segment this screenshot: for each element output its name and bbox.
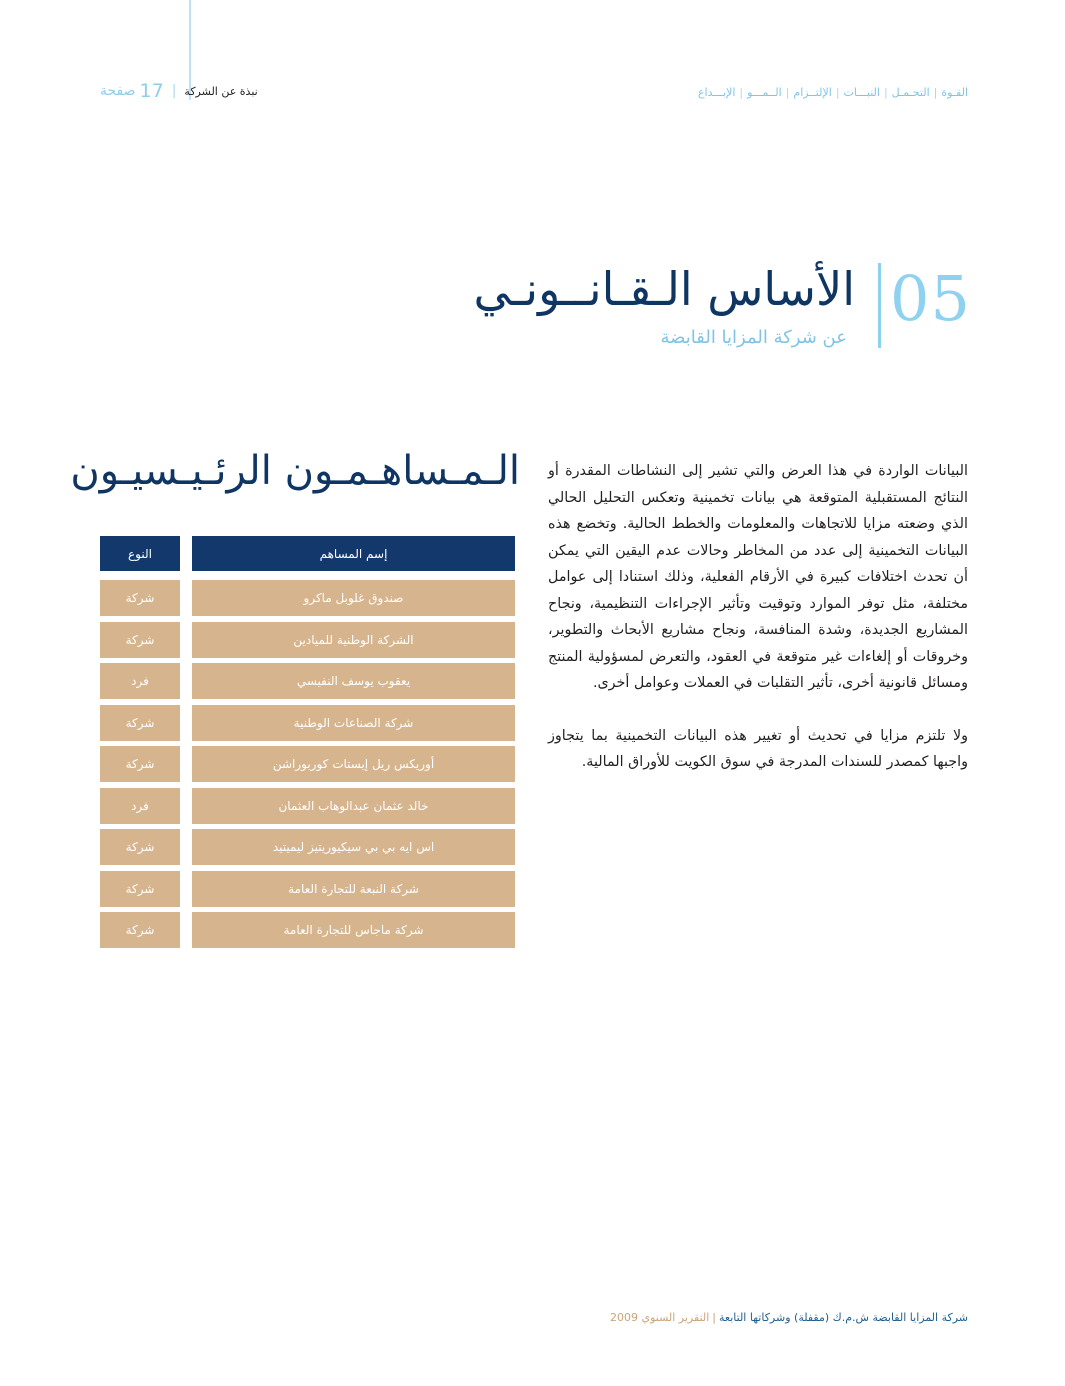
footer-report: التقرير السنوي 2009 [609, 1311, 710, 1324]
header-separator: | [171, 83, 177, 99]
shareholders-heading: الـمـساهـمـون الرئـيـسيـون [70, 448, 520, 494]
shareholder-type: فرد [100, 663, 180, 699]
shareholder-name: شركة الصناعات الوطنية [192, 705, 515, 741]
table-row [100, 705, 515, 741]
table-body [100, 580, 515, 948]
chapter-number: 05 [890, 262, 971, 335]
shareholder-type: شركة [100, 705, 180, 741]
table-row [100, 622, 515, 658]
shareholder-name: صندوق غلوبل ماكرو [192, 580, 515, 616]
footer-company: شركة المزايا القابضة ش.م.ك (مقفلة) وشركاتها التابعة [719, 1311, 968, 1324]
shareholder-name: شركة النبعة للتجارة العامة [192, 871, 515, 907]
shareholder-name: الشركة الوطنية للميادين [192, 622, 515, 658]
table-row [100, 871, 515, 907]
value-item: الإلتــزام [793, 86, 832, 99]
shareholder-type: شركة [100, 622, 180, 658]
table-row [100, 663, 515, 699]
value-item: الإبـــداع [697, 86, 736, 99]
value-item: القـوة [941, 86, 968, 99]
page-header-left [100, 80, 258, 102]
value-item: التحـمـل [891, 86, 930, 99]
shareholder-name: اس ايه بي بي سيكيوريتيز ليميتيد [192, 829, 515, 865]
value-item: الــمـــو [747, 86, 782, 99]
legal-paragraph: البيانات الواردة في هذا العرض والتي تشير إلى النشاطات المقدرة أو النتائج المستقبلية المتوقعة هي بيانات تخمينية وتعكس التحليل الحالي الذي وضعته مزايا للاتجاهات والمعلومات والخطط الحالية. وتخضع هذه البيانات التخمينية إلى عدد من المخاطر وحالات عدم اليقين التي يمكن أن تحدث اختلافات كبيرة في الأرقام الفعلية، وذلك استنادا إلى عوامل مختلفة، مثل توفر الموارد وتوقيت وتأثير الإجراءات التنظيمية، ونجاح المشاريع الجديدة، وشدة المنافسة، ونجاح مشاريع الأبحاث والتطوير، وخروقات أو إلغاءات غير متوقعة في العقود، والتعرض لمسؤولية المنتج ومسائل قانونية أخرى، تأثير التقلبات في العملات وعوامل أخرى. [548, 463, 968, 691]
values-header: القـوة|التحـمـل|النبـــات|الإلتــزام|الــمـــو|الإبـــداع [697, 86, 968, 99]
table-header-row [100, 536, 515, 571]
shareholder-name: يعقوب يوسف النفيسي [192, 663, 515, 699]
shareholder-type: شركة [100, 580, 180, 616]
page-footer: شركة المزايا القابضة ش.م.ك (مقفلة) وشركاتها التابعة|التقرير السنوي 2009 [609, 1311, 968, 1324]
value-item: النبـــات [843, 86, 880, 99]
shareholder-type: شركة [100, 912, 180, 948]
chapter-subtitle: عن شركة المزايا القابضة [660, 327, 847, 348]
page-word: صفحة [100, 83, 136, 99]
legal-text [548, 458, 968, 776]
shareholder-type: شركة [100, 829, 180, 865]
shareholder-type: فرد [100, 788, 180, 824]
section-name: نبذة عن الشركة [184, 84, 258, 98]
shareholders-table [100, 536, 515, 948]
page-number: 17 [139, 80, 164, 102]
shareholder-name: شركة ماجاس للتجارة العامة [192, 912, 515, 948]
chapter-title: الأساس الـقـانــونـي [473, 262, 855, 316]
table-row [100, 829, 515, 865]
chapter-divider [878, 263, 881, 348]
column-header-name: إسم المساهم [192, 536, 515, 571]
column-header-type: النوع [100, 536, 180, 571]
shareholder-type: شركة [100, 871, 180, 907]
shareholder-name: أوريكس ريل إيستات كوربوراشن [192, 746, 515, 782]
shareholder-type: شركة [100, 746, 180, 782]
table-row [100, 788, 515, 824]
table-row [100, 912, 515, 948]
shareholder-name: خالد عثمان عبدالوهاب العثمان [192, 788, 515, 824]
legal-paragraph: ولا تلتزم مزايا في تحديث أو تغيير هذه البيانات التخمينية بما يتجاوز واجبها كمصدر للسندات المدرجة في سوق الكويت للأوراق المالية. [548, 727, 968, 770]
table-row [100, 746, 515, 782]
table-row [100, 580, 515, 616]
